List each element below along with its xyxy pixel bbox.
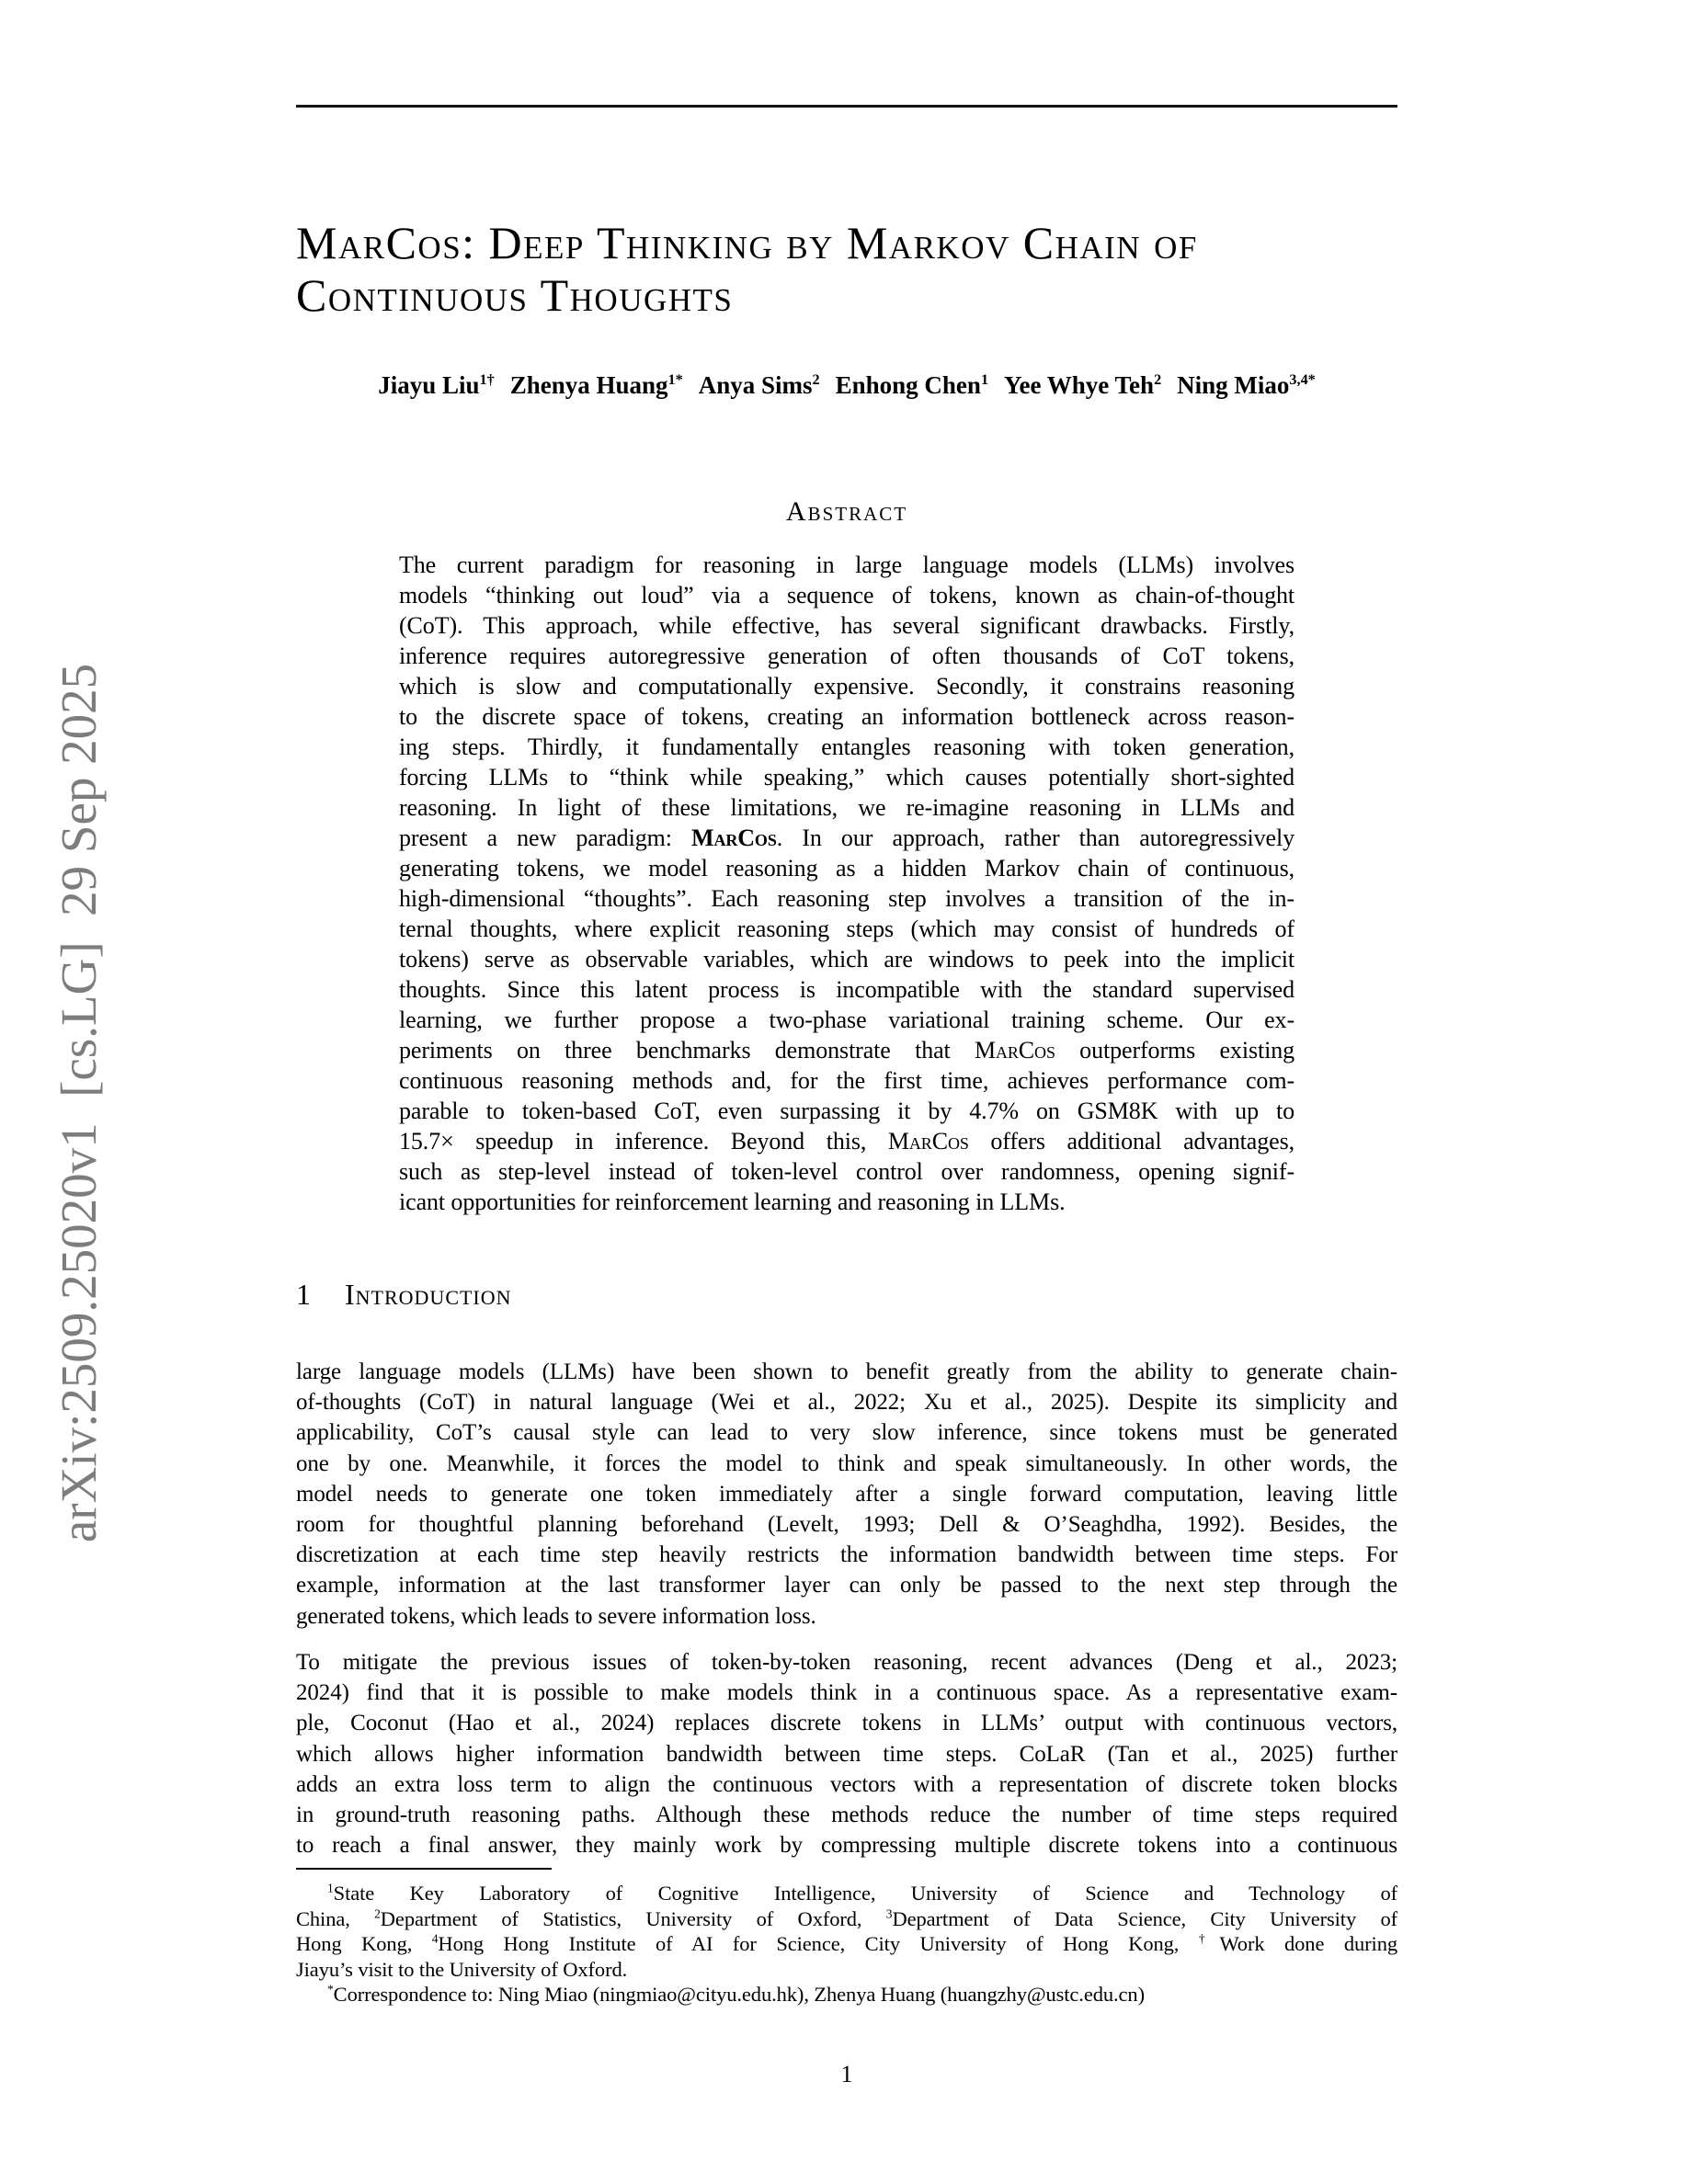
text-line <box>296 1601 1397 1632</box>
page-number: 1 <box>840 2061 853 2087</box>
text-segment: room for thoughtful planning beforehand (Levelt, 1993; Dell & O’Seaghdha, 1992). Besides, the <box>296 1512 1397 1538</box>
superscript-marker: 1 <box>327 1881 334 1895</box>
text-segment: (CoT). This approach, while effective, has several significant drawbacks. Firstly, <box>399 612 1295 639</box>
author-affiliation-marker: 1 <box>980 371 989 388</box>
author-ning-miao <box>1177 371 1316 400</box>
text-segment: ternal thoughts, where explicit reasoning steps (which may consist of hundreds of <box>399 916 1295 942</box>
superscript-marker: 3 <box>885 1906 893 1920</box>
text-segment: high-dimensional “thoughts”. Each reasoning step involves a transition of the in- <box>399 885 1295 912</box>
text-segment: outperforms existing <box>1055 1037 1295 1064</box>
text-segment: discretization at each time step heavily restricts the information bandwidth between time steps. For <box>296 1542 1397 1568</box>
text-segment: reasoning. In light of these limitations, we re-imagine reasoning in LLMs and <box>399 794 1295 821</box>
text-segment: Jiayu’s visit to the University of Oxford. <box>296 1957 628 1981</box>
text-line <box>399 914 1295 944</box>
text-segment: To mitigate the previous issues of token-by-token reasoning, recent advances (Deng et al., 2023; <box>296 1650 1397 1675</box>
text-line <box>399 944 1295 974</box>
text-segment: Hong Kong, <box>296 1932 432 1955</box>
text-line <box>296 1479 1397 1509</box>
text-segment: adds an extra loss term to align the continuous vectors with a representation of discrete token blocks <box>296 1771 1397 1797</box>
text-segment: large language models (LLMs) have been shown to benefit greatly from the ability to generate chain- <box>296 1359 1397 1384</box>
author-jiayu-liu <box>378 371 494 400</box>
text-line <box>296 1957 1397 1983</box>
author-anya-sims <box>699 371 820 400</box>
text-line <box>296 1708 1397 1738</box>
text-line <box>296 1678 1397 1708</box>
author-affiliation-marker: 2 <box>1154 371 1162 388</box>
text-segment: such as step-level instead of token-level control over randomness, opening signif- <box>399 1158 1295 1185</box>
text-line <box>399 1035 1295 1065</box>
text-segment: to the discrete space of tokens, creating an information bottleneck across reason- <box>399 703 1295 730</box>
text-segment: generating tokens, we model reasoning as a hidden Markov chain of continuous, <box>399 855 1295 882</box>
text-line <box>399 883 1295 914</box>
author-name: Jiayu Liu <box>378 371 480 399</box>
abstract-text <box>399 550 1295 1217</box>
text-line <box>399 1096 1295 1126</box>
text-segment: to reach a final answer, they mainly work by compressing multiple discrete tokens into a continuous <box>296 1833 1397 1859</box>
intro-paragraph-2 <box>296 1647 1397 1860</box>
text-line <box>399 550 1295 580</box>
text-segment: example, information at the last transformer layer can only be passed to the next step through the <box>296 1573 1397 1598</box>
text-segment: China, <box>296 1906 375 1930</box>
intro-paragraph-1 <box>296 1357 1397 1632</box>
arxiv-watermark: arXiv:2509.25020v1 [cs.LG] 29 Sep 2025 <box>51 663 107 1543</box>
author-affiliation-marker: 3,4* <box>1289 371 1316 388</box>
text-segment: State Key Laboratory of Cognitive Intelligence, University of Science and Technology of <box>333 1882 1397 1905</box>
text-segment: 2024) find that it is possible to make models think in a continuous space. As a representative exam- <box>296 1680 1397 1706</box>
abstract-heading: Abstract <box>785 496 908 527</box>
text-line <box>296 1906 1397 1932</box>
text-segment: which allows higher information bandwidth between time steps. CoLaR (Tan et al., 2025) further <box>296 1741 1397 1767</box>
text-segment: one by one. Meanwhile, it forces the model to think and speak simultaneously. In other words, the <box>296 1450 1397 1476</box>
text-line <box>399 671 1295 701</box>
text-segment: Department of Data Science, City University of <box>892 1906 1397 1930</box>
text-segment: 15.7× speedup in inference. Beyond this, <box>399 1128 888 1155</box>
text-segment: Work done during <box>1219 1932 1398 1955</box>
text-segment: Hong Hong Institute of AI for Science, City University of Hong Kong, <box>438 1932 1199 1955</box>
text-segment: thoughts. Since this latent process is incompatible with the standard supervised <box>399 976 1295 1003</box>
author-list <box>296 371 1397 400</box>
text-segment: present a new paradigm: <box>399 825 692 851</box>
text-line <box>399 580 1295 610</box>
text-segment: The current paradigm for reasoning in large language models (LLMs) involves <box>399 552 1295 578</box>
section-number: 1 <box>296 1278 312 1311</box>
text-line <box>399 1126 1295 1156</box>
text-line <box>399 1005 1295 1035</box>
text-segment: continuous reasoning methods and, for the first time, achieves performance com- <box>399 1067 1295 1094</box>
text-line <box>296 1800 1397 1830</box>
text-line <box>399 701 1295 732</box>
text-line <box>296 1881 1397 1906</box>
section-heading-introduction <box>296 1278 512 1312</box>
smallcaps-text: MarCos <box>974 1037 1055 1064</box>
text-segment: parable to token-based CoT, even surpassing it by 4.7% on GSM8K with up to <box>399 1098 1295 1124</box>
author-enhong-chen <box>836 371 988 400</box>
text-segment: ing steps. Thirdly, it fundamentally entangles reasoning with token generation, <box>399 734 1295 760</box>
text-line <box>296 1570 1397 1600</box>
header-rule <box>296 105 1397 108</box>
text-line <box>296 1357 1397 1387</box>
text-segment: model needs to generate one token immediately after a single forward computation, leaving little <box>296 1481 1397 1507</box>
text-segment: . In our approach, rather than autoregressively <box>776 825 1295 851</box>
section-title: Introduction <box>345 1278 512 1311</box>
text-segment: learning, we further propose a two-phase variational training scheme. Our ex- <box>399 1007 1295 1033</box>
text-line <box>296 1982 1397 2008</box>
author-yee-whye-teh <box>1004 371 1161 400</box>
text-segment: tokens) serve as observable variables, which are windows to peek into the implicit <box>399 946 1295 973</box>
superscript-marker: 2 <box>374 1906 381 1920</box>
text-line <box>399 1187 1295 1217</box>
text-segment: icant opportunities for reinforcement learning and reasoning in LLMs. <box>399 1189 1066 1215</box>
author-name: Anya Sims <box>698 371 813 399</box>
text-line <box>296 1417 1397 1448</box>
text-line <box>296 1647 1397 1678</box>
text-line <box>296 1830 1397 1860</box>
text-segment: in ground-truth reasoning paths. Although these methods reduce the number of time steps required <box>296 1803 1397 1828</box>
text-segment: Correspondence to: Ning Miao (ningmiao@cityu.edu.hk), Zhenya Huang (huangzhy@ustc.edu.cn) <box>333 1983 1145 2006</box>
text-line <box>399 762 1295 792</box>
superscript-marker: † <box>1198 1931 1220 1946</box>
paper-title <box>296 217 1397 322</box>
text-line <box>296 1387 1397 1417</box>
text-line <box>399 1156 1295 1187</box>
title-line-1: MarCos: Deep Thinking by Markov Chain of <box>296 217 1198 268</box>
text-line <box>296 1769 1397 1800</box>
text-line <box>399 1065 1295 1096</box>
author-name: Zhenya Huang <box>509 371 668 399</box>
text-segment: models “thinking out loud” via a sequence of tokens, known as chain-of-thought <box>399 582 1295 609</box>
text-segment: which is slow and computationally expensive. Secondly, it constrains reasoning <box>399 673 1295 700</box>
text-line <box>399 853 1295 883</box>
author-name: Yee Whye Teh <box>1004 371 1155 399</box>
text-segment: inference requires autoregressive generation of often thousands of CoT tokens, <box>399 643 1295 669</box>
text-line <box>399 610 1295 641</box>
footnotes <box>296 1881 1397 2008</box>
author-name: Ning Miao <box>1177 371 1290 399</box>
text-segment: generated tokens, which leads to severe information loss. <box>296 1603 816 1629</box>
text-segment: periments on three benchmarks demonstrate that <box>399 1037 975 1064</box>
text-line <box>296 1540 1397 1570</box>
text-segment: forcing LLMs to “think while speaking,” which causes potentially short-sighted <box>399 764 1295 791</box>
text-line <box>296 1931 1397 1957</box>
text-line <box>399 641 1295 671</box>
text-line <box>296 1449 1397 1479</box>
text-line <box>399 823 1295 853</box>
text-segment: applicability, CoT’s causal style can lead to very slow inference, since tokens must be generated <box>296 1420 1397 1446</box>
footnote-rule <box>296 1868 552 1870</box>
text-line <box>296 1509 1397 1540</box>
title-line-2: Continuous Thoughts <box>296 269 734 321</box>
author-affiliation-marker: 1† <box>479 371 495 388</box>
text-segment: Department of Statistics, University of Oxford, <box>380 1906 886 1930</box>
author-name: Enhong Chen <box>835 371 981 399</box>
superscript-marker: * <box>327 1982 334 1996</box>
text-line <box>399 974 1295 1005</box>
superscript-marker: 4 <box>431 1931 439 1946</box>
author-affiliation-marker: 2 <box>812 371 820 388</box>
text-line <box>399 732 1295 762</box>
text-line <box>399 792 1295 823</box>
smallcaps-text: MarCos <box>887 1128 969 1155</box>
smallcaps-text: MarCos <box>691 825 777 851</box>
text-segment: ple, Coconut (Hao et al., 2024) replaces discrete tokens in LLMs’ output with continuous vectors, <box>296 1711 1397 1736</box>
author-zhenya-huang <box>510 371 683 400</box>
text-line <box>296 1739 1397 1769</box>
author-affiliation-marker: 1* <box>667 371 683 388</box>
text-segment: offers additional advantages, <box>968 1128 1295 1155</box>
text-segment: of-thoughts (CoT) in natural language (Wei et al., 2022; Xu et al., 2025). Despite its simplicity and <box>296 1390 1397 1416</box>
